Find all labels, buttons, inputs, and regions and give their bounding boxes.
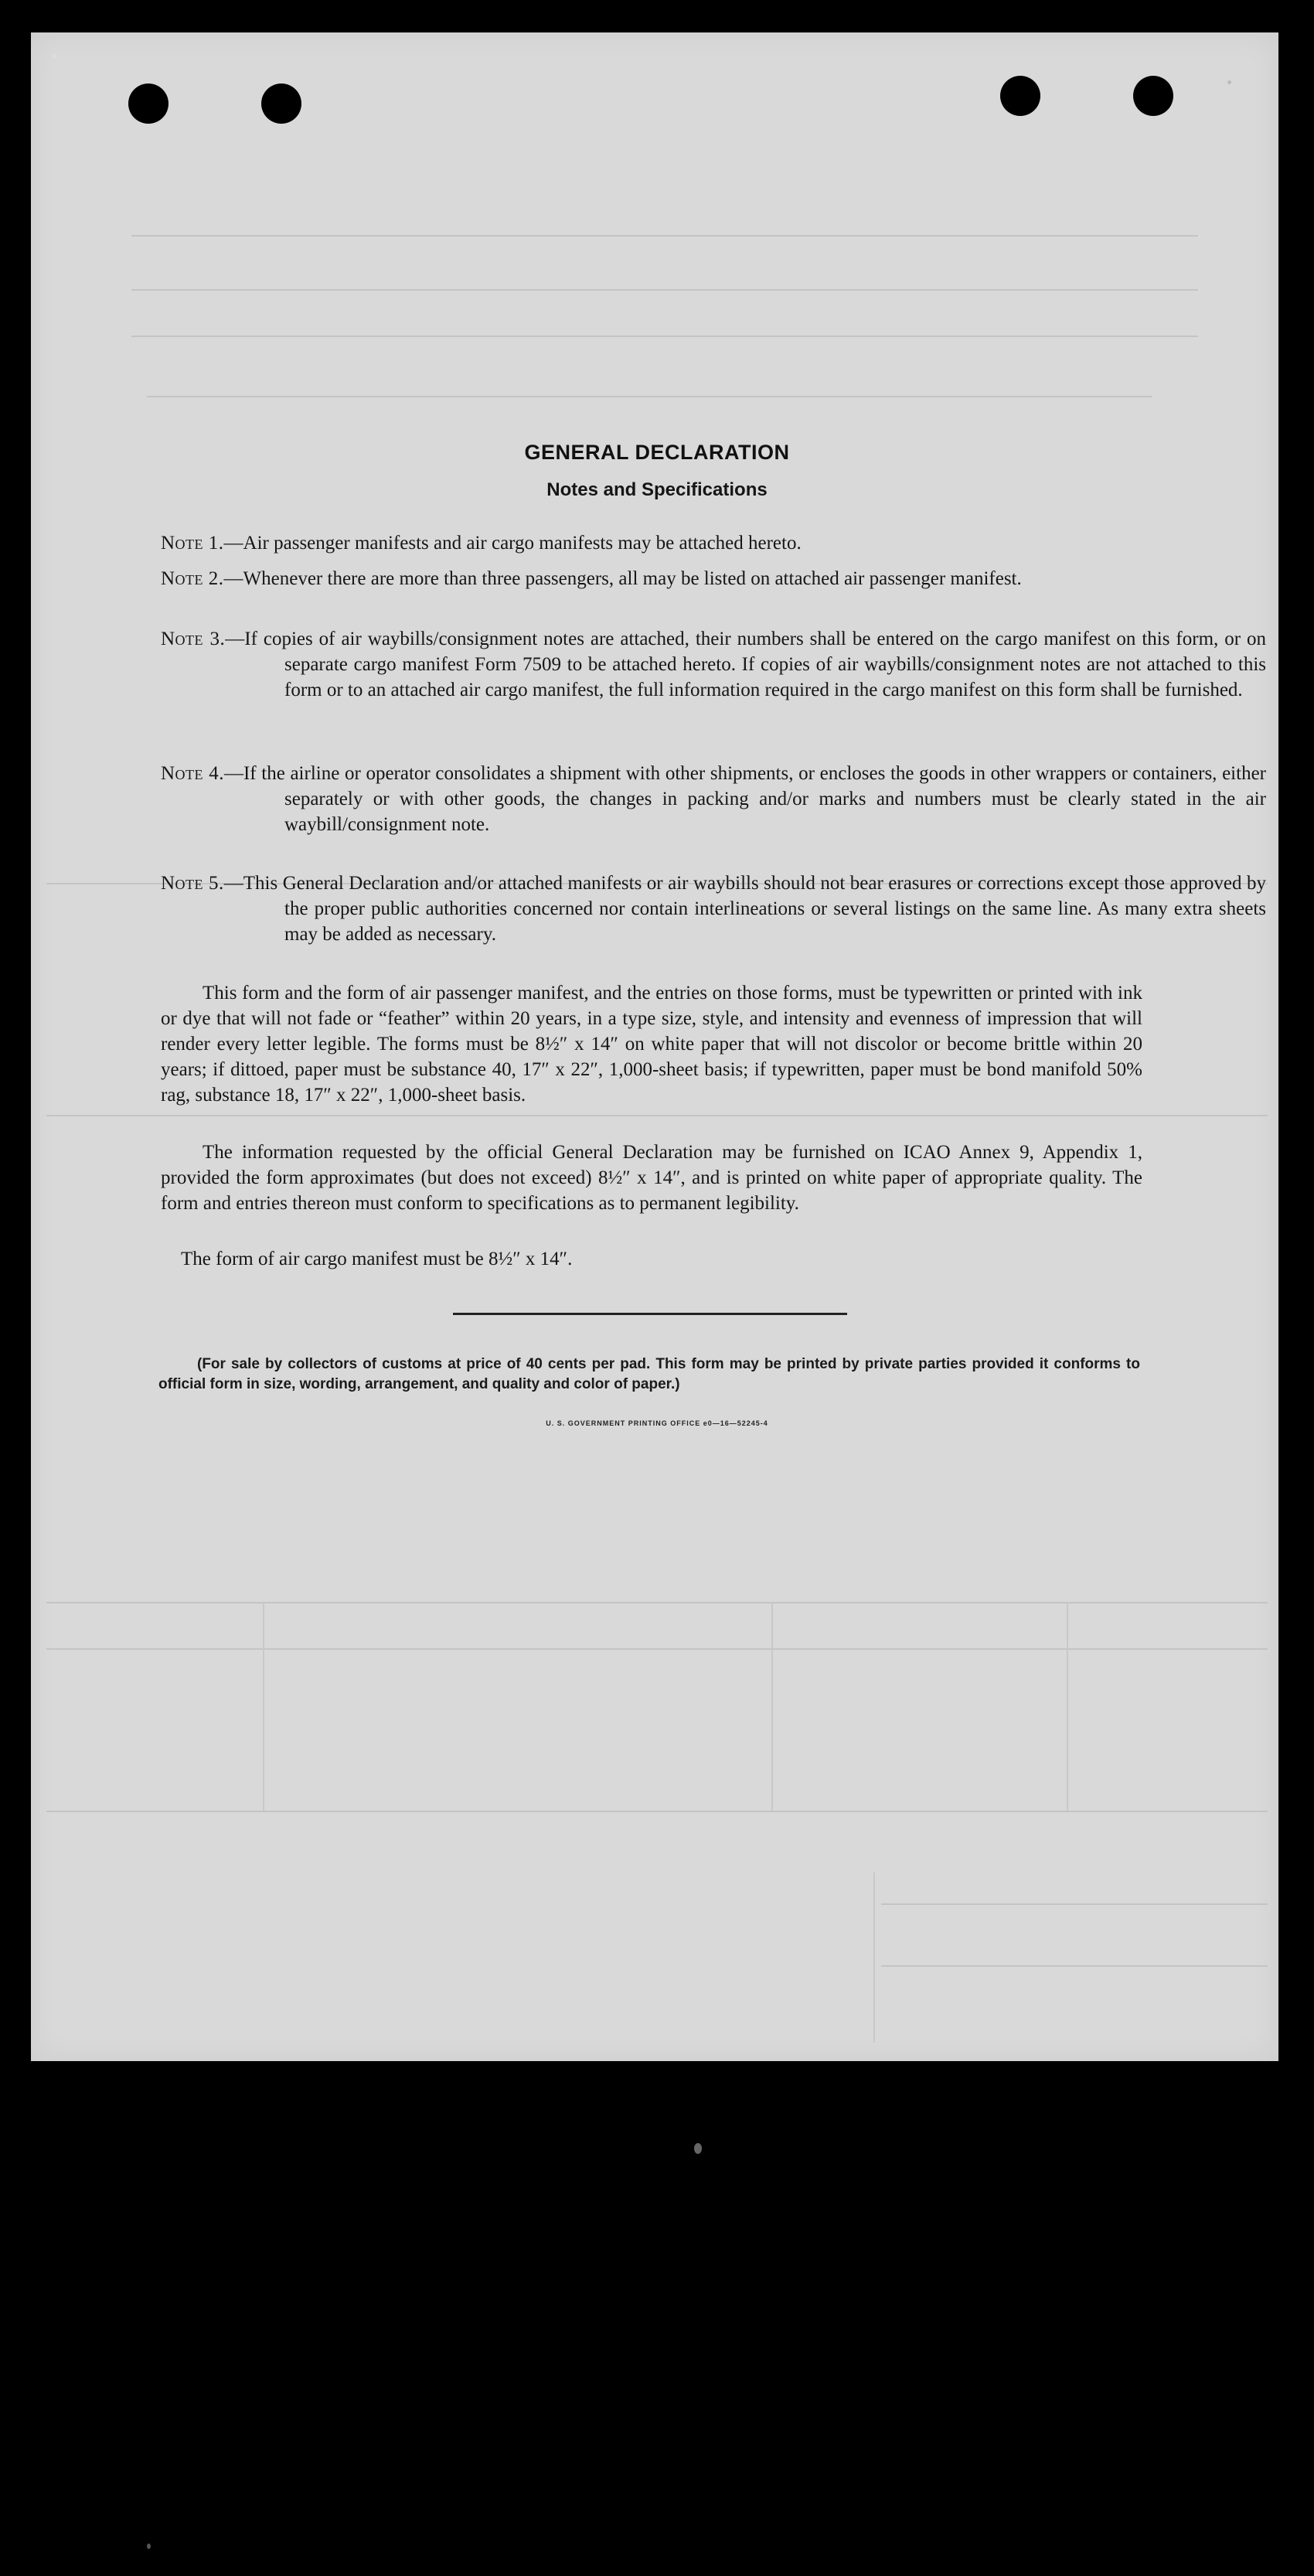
bleed-through-line — [46, 1648, 1268, 1650]
bleed-through-line — [131, 336, 1198, 337]
bleed-through-line — [263, 1602, 264, 1811]
punch-hole-right-2 — [1133, 76, 1173, 116]
note-text: —If the airline or operator consolidates a shipment with other shipments, or encloses the goods in other wrappers or containers, either separately or with other goods, the changes in packing and/or marks and numbers must be clearly stated in the air waybill/consignment note. — [223, 763, 1266, 835]
paragraph-cargo-manifest: The form of air cargo manifest must be 8½″ x 14″. — [181, 1249, 573, 1269]
bleed-through-line — [46, 1811, 1268, 1812]
bleed-through-line — [873, 1872, 875, 2043]
bleed-through-line — [147, 396, 1152, 397]
note-label: Note 5. — [161, 873, 224, 894]
divider-rule — [453, 1313, 847, 1315]
note-text: —Air passenger manifests and air cargo manifests may be attached hereto. — [223, 533, 802, 554]
note-label: Note 2. — [161, 568, 224, 589]
bleed-through-line — [1067, 1602, 1068, 1811]
note-1 — [161, 530, 1266, 556]
scan-speck — [147, 2544, 151, 2549]
note-text: —Whenever there are more than three passengers, all may be listed on attached air passenger manifest. — [223, 568, 1022, 589]
scan-speck — [53, 54, 57, 59]
note-4 — [161, 761, 1266, 837]
paragraph-icao: The information requested by the official General Declaration may be furnished on ICAO Annex 9, Appendix 1, provided the form approximates (but does not exceed) 8½″ x 14″, and is printed on white paper of appropriate quality. The form and entries thereon must conform to specifications as to permanent legibility. — [161, 1142, 1142, 1214]
note-text: —This General Declaration and/or attached manifests or air waybills should not bear erasures or corrections except those approved by the proper public authorities concerned nor contain interlineations or several listings on the same line. As many extra sheets may be added as necessary. — [223, 873, 1266, 945]
note-label: Note 1. — [161, 533, 224, 554]
bleed-through-line — [131, 235, 1198, 237]
scan-speck — [1227, 80, 1231, 84]
note-5 — [161, 871, 1266, 947]
document-subtitle: Notes and Specifications — [546, 479, 768, 500]
bleed-through-line — [771, 1602, 773, 1811]
paragraph-legibility: This form and the form of air passenger manifest, and the entries on those forms, must be typewritten or printed with ink or dye that will not fade or “feather” within 20 years, in a type size, style, and intensity and evenness of impression that will render every letter legible. The forms must be 8½″ x 14″ on white paper that will not discolor or become brittle within 20 years; if dittoed, paper must be substance 40, 17″ x 22″, 1,000-sheet basis; if typewritten, paper must be bond manifold 50% rag, substance 18, 17″ x 22″, 1,000-sheet basis. — [161, 983, 1142, 1106]
note-label: Note 4. — [161, 763, 224, 784]
bleed-through-line — [131, 289, 1198, 291]
punch-hole-right-1 — [1000, 76, 1040, 116]
bleed-through-line — [881, 1903, 1268, 1905]
scan-speck — [694, 2143, 702, 2154]
bleed-through-line — [46, 1602, 1268, 1603]
punch-hole-left-2 — [261, 83, 301, 124]
document-title: GENERAL DECLARATION — [524, 441, 790, 464]
printer-imprint: U. S. GOVERNMENT PRINTING OFFICE e0—16—52245-4 — [546, 1419, 768, 1427]
note-text: —If copies of air waybills/consignment notes are attached, their numbers shall be entered on the cargo manifest on this form, or on separate cargo manifest Form 7509 to be attached hereto. If copies of air waybills/consignment notes are not attached to this form or to an attached air cargo manifest, the full information required in the cargo manifest on this form shall be furnished. — [225, 629, 1266, 700]
bleed-through-line — [46, 1115, 1268, 1116]
note-label: Note 3. — [161, 629, 226, 649]
note-3 — [161, 626, 1266, 703]
note-2 — [161, 566, 1266, 591]
punch-hole-left-1 — [128, 83, 169, 124]
bleed-through-line — [881, 1965, 1268, 1967]
sale-notice: (For sale by collectors of customs at price of 40 cents per pad. This form may be printed by private parties provided it conforms to official form in size, wording, arrangement, and quality and color of paper.) — [158, 1356, 1140, 1392]
